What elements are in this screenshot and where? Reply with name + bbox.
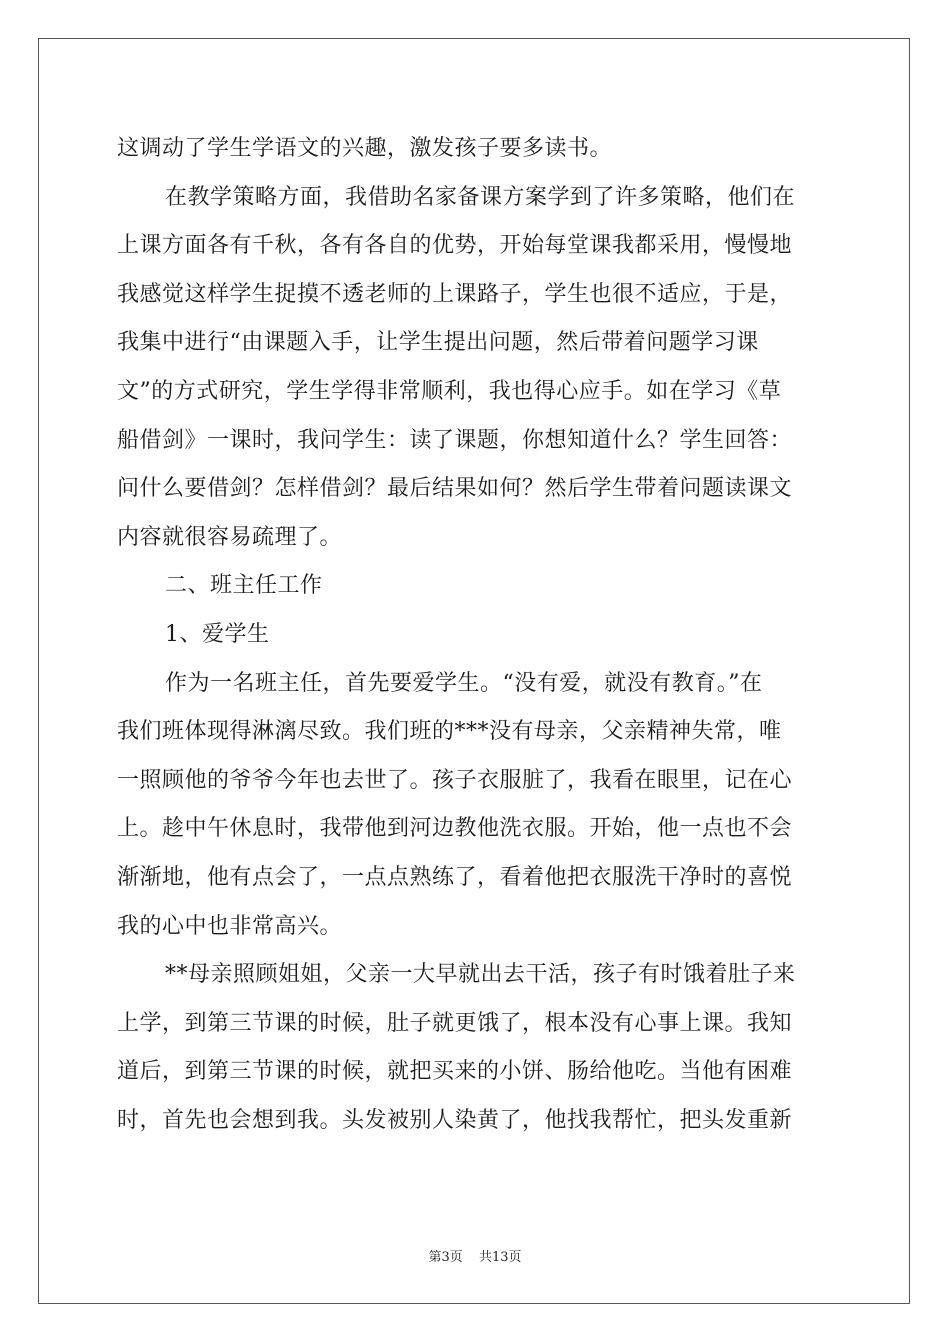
text-line: **母亲照顾姐姐，父亲一大早就出去干活，孩子有时饿着肚子来 bbox=[165, 962, 796, 988]
text-line: 一照顾他的爷爷今年也去世了。孩子衣服脏了，我看在眼里，记在心 bbox=[117, 767, 793, 793]
text-line: 船借剑》一课时，我问学生：读了课题，你想知道什么？学生回答： bbox=[117, 427, 793, 453]
text-line: 道后，到第三节课的时候，就把买来的小饼、肠给他吃。当他有困难 bbox=[117, 1059, 793, 1085]
text-line: 时，首先也会想到我。头发被别人染黄了，他找我帮忙，把头发重新 bbox=[117, 1107, 793, 1133]
page-total: 共13页 bbox=[478, 1250, 522, 1265]
text-line: 渐渐地，他有点会了，一点点熟练了，看着他把衣服洗干净时的喜悦 bbox=[117, 864, 793, 890]
text-line: 这调动了学生学语文的兴趣，激发孩子要多读书。 bbox=[117, 136, 613, 161]
text-line: 上学，到第三节课的时候，肚子就更饿了，根本没有心事上课。我知 bbox=[117, 1010, 793, 1036]
subsection-heading: 1、爱学生 bbox=[165, 621, 270, 647]
text-line: 我感觉这样学生捉摸不透老师的上课路子，学生也很不适应，于是， bbox=[117, 281, 793, 307]
text-line: 我们班体现得淋漓尽致。我们班的***没有母亲，父亲精神失常，唯 bbox=[117, 719, 782, 745]
text-line: 内容就很容易疏理了。 bbox=[117, 524, 343, 550]
text-line: 作为一名班主任，首先要爱学生。“没有爱，就没有教育。”在 bbox=[165, 670, 763, 696]
document-body bbox=[117, 125, 833, 1145]
text-line: 文”的方式研究，学生学得非常顺利，我也得心应手。如在学习《草 bbox=[117, 378, 782, 404]
text-line: 我的心中也非常高兴。 bbox=[117, 913, 343, 939]
section-heading: 二、班主任工作 bbox=[165, 573, 323, 599]
text-line: 在教学策略方面，我借助名家备课方案学到了许多策略，他们在 bbox=[165, 184, 796, 210]
text-line: 我集中进行“由课题入手，让学生提出问题，然后带着问题学习课 bbox=[117, 330, 759, 356]
text-line: 上课方面各有千秋，各有各自的优势，开始每堂课我都采用，慢慢地 bbox=[117, 233, 793, 259]
text-line: 上。趁中午休息时，我带他到河边教他洗衣服。开始，他一点也不会 bbox=[117, 816, 793, 842]
page-number: 第3页 bbox=[428, 1250, 463, 1265]
text-line: 问什么要借剑？怎样借剑？最后结果如何？然后学生带着问题读课文 bbox=[117, 476, 793, 502]
page-footer bbox=[0, 1246, 950, 1265]
